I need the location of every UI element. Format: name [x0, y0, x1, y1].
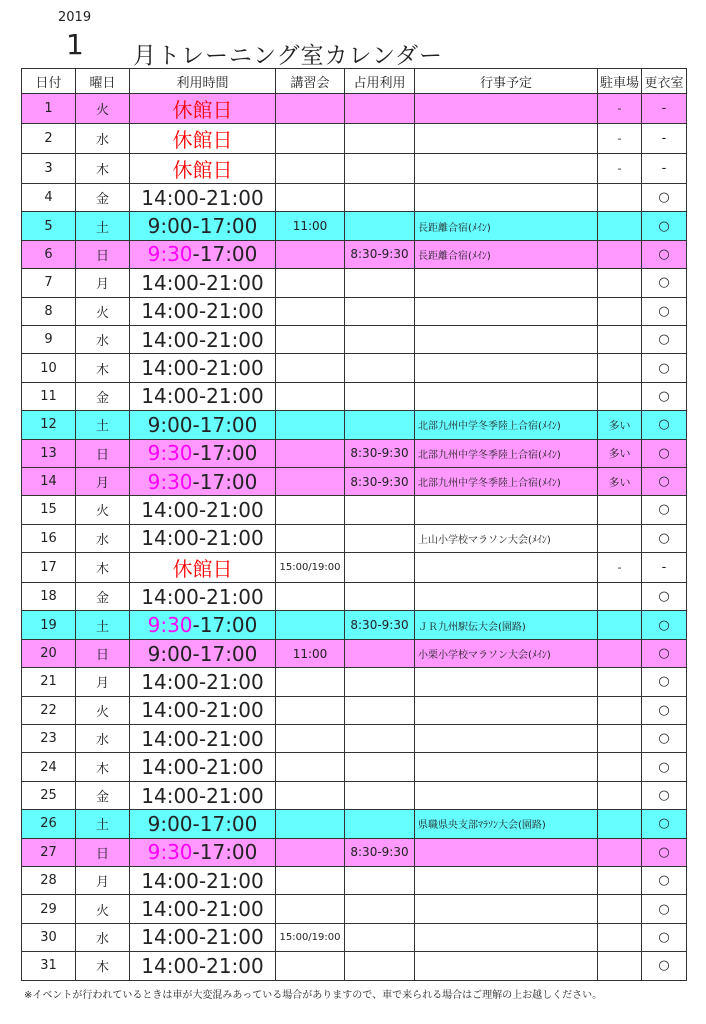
exclusive-use-cell [345, 184, 415, 212]
exclusive-use-cell: 8:30-9:30 [345, 439, 415, 467]
calendar-row [22, 154, 687, 184]
event-cell: 県職県央支部ﾏﾗｿﾝ大会(園路) [415, 810, 598, 838]
parking-cell [598, 212, 642, 240]
day-cell: 26 [22, 810, 76, 838]
event-cell: 長距離合宿(ﾒｲﾝ) [415, 212, 598, 240]
calendar-row [22, 325, 687, 353]
weekday-cell: 木 [76, 154, 130, 184]
locker-room-cell: ○ [642, 810, 687, 838]
locker-room-cell: ○ [642, 838, 687, 866]
locker-room-cell: ○ [642, 781, 687, 809]
calendar-row [22, 212, 687, 240]
day-cell: 10 [22, 354, 76, 382]
day-cell: 17 [22, 553, 76, 583]
hours-cell: 9:00-17:00 [130, 639, 276, 667]
locker-room-cell: - [642, 553, 687, 583]
weekday-cell: 火 [76, 297, 130, 325]
locker-room-cell: ○ [642, 240, 687, 268]
calendar-row [22, 895, 687, 923]
parking-cell [598, 583, 642, 611]
calendar-row [22, 611, 687, 639]
locker-room-cell: ○ [642, 583, 687, 611]
header-weekday: 曜日 [76, 69, 130, 94]
exclusive-use-cell [345, 382, 415, 410]
exclusive-use-cell [345, 269, 415, 297]
parking-cell [598, 184, 642, 212]
event-cell [415, 154, 598, 184]
seminar-cell [276, 297, 345, 325]
seminar-cell [276, 124, 345, 154]
parking-cell [598, 240, 642, 268]
event-cell [415, 297, 598, 325]
locker-room-cell: ○ [642, 639, 687, 667]
calendar-body [22, 94, 687, 981]
exclusive-use-cell [345, 866, 415, 894]
day-cell: 1 [22, 94, 76, 124]
hours-cell: 14:00-21:00 [130, 325, 276, 353]
calendar-row [22, 240, 687, 268]
event-cell [415, 382, 598, 410]
exclusive-use-cell [345, 753, 415, 781]
parking-cell [598, 781, 642, 809]
day-cell: 31 [22, 952, 76, 980]
event-cell: 北部九州中学冬季陸上合宿(ﾒｲﾝ) [415, 439, 598, 467]
seminar-cell [276, 524, 345, 552]
seminar-cell [276, 411, 345, 439]
weekday-cell: 金 [76, 382, 130, 410]
locker-room-cell: ○ [642, 467, 687, 495]
weekday-cell: 土 [76, 611, 130, 639]
hours-cell: 9:30-17:00 [130, 467, 276, 495]
exclusive-use-cell [345, 725, 415, 753]
day-cell: 6 [22, 240, 76, 268]
exclusive-use-cell [345, 583, 415, 611]
header-hours: 利用時間 [130, 69, 276, 94]
event-cell [415, 354, 598, 382]
seminar-cell [276, 496, 345, 524]
calendar-row [22, 781, 687, 809]
event-cell [415, 725, 598, 753]
weekday-cell: 水 [76, 124, 130, 154]
parking-cell [598, 668, 642, 696]
hours-cell: 休館日 [130, 154, 276, 184]
event-cell [415, 952, 598, 980]
calendar-row [22, 496, 687, 524]
seminar-cell [276, 184, 345, 212]
weekday-cell: 月 [76, 269, 130, 297]
calendar-row [22, 553, 687, 583]
day-cell: 19 [22, 611, 76, 639]
parking-cell [598, 810, 642, 838]
hours-cell: 14:00-21:00 [130, 297, 276, 325]
hours-cell: 14:00-21:00 [130, 895, 276, 923]
parking-cell: 多い [598, 439, 642, 467]
calendar-row [22, 524, 687, 552]
weekday-cell: 水 [76, 725, 130, 753]
seminar-cell [276, 269, 345, 297]
event-cell: 上山小学校マラソン大会(ﾒｲﾝ) [415, 524, 598, 552]
hours-cell: 9:30-17:00 [130, 838, 276, 866]
hours-cell: 14:00-21:00 [130, 866, 276, 894]
header-day: 日付 [22, 69, 76, 94]
locker-room-cell: ○ [642, 184, 687, 212]
day-cell: 3 [22, 154, 76, 184]
hours-cell: 9:30-17:00 [130, 611, 276, 639]
event-cell [415, 866, 598, 894]
calendar-month: 1 [66, 28, 84, 61]
exclusive-use-cell [345, 354, 415, 382]
day-cell: 24 [22, 753, 76, 781]
seminar-cell [276, 895, 345, 923]
weekday-cell: 金 [76, 583, 130, 611]
hours-cell: 休館日 [130, 94, 276, 124]
hours-cell: 休館日 [130, 124, 276, 154]
parking-cell: - [598, 124, 642, 154]
calendar-row [22, 124, 687, 154]
event-cell [415, 184, 598, 212]
hours-cell: 14:00-21:00 [130, 354, 276, 382]
seminar-cell [276, 382, 345, 410]
exclusive-use-cell: 8:30-9:30 [345, 611, 415, 639]
weekday-cell: 日 [76, 639, 130, 667]
exclusive-use-cell [345, 496, 415, 524]
calendar-row [22, 297, 687, 325]
weekday-cell: 火 [76, 496, 130, 524]
exclusive-use-cell [345, 639, 415, 667]
weekday-cell: 水 [76, 325, 130, 353]
locker-room-cell: ○ [642, 411, 687, 439]
event-cell [415, 923, 598, 951]
weekday-cell: 火 [76, 895, 130, 923]
hours-cell: 14:00-21:00 [130, 269, 276, 297]
hours-cell: 14:00-21:00 [130, 923, 276, 951]
calendar-row [22, 467, 687, 495]
calendar-table [21, 68, 687, 981]
locker-room-cell: ○ [642, 668, 687, 696]
calendar-row [22, 838, 687, 866]
seminar-cell [276, 725, 345, 753]
calendar-row [22, 439, 687, 467]
exclusive-use-cell: 8:30-9:30 [345, 838, 415, 866]
weekday-cell: 土 [76, 212, 130, 240]
day-cell: 30 [22, 923, 76, 951]
day-cell: 16 [22, 524, 76, 552]
seminar-cell [276, 866, 345, 894]
hours-cell: 14:00-21:00 [130, 725, 276, 753]
calendar-row [22, 810, 687, 838]
event-cell [415, 696, 598, 724]
day-cell: 29 [22, 895, 76, 923]
hours-cell: 休館日 [130, 553, 276, 583]
weekday-cell: 月 [76, 467, 130, 495]
event-cell [415, 895, 598, 923]
event-cell [415, 838, 598, 866]
locker-room-cell: - [642, 124, 687, 154]
weekday-cell: 月 [76, 668, 130, 696]
day-cell: 5 [22, 212, 76, 240]
exclusive-use-cell [345, 411, 415, 439]
day-cell: 8 [22, 297, 76, 325]
day-cell: 21 [22, 668, 76, 696]
parking-cell [598, 325, 642, 353]
day-cell: 2 [22, 124, 76, 154]
exclusive-use-cell [345, 94, 415, 124]
locker-room-cell: ○ [642, 496, 687, 524]
parking-cell [598, 269, 642, 297]
exclusive-use-cell [345, 524, 415, 552]
parking-cell [598, 354, 642, 382]
seminar-cell [276, 439, 345, 467]
locker-room-cell: ○ [642, 212, 687, 240]
calendar-row [22, 583, 687, 611]
seminar-cell [276, 952, 345, 980]
calendar-row [22, 94, 687, 124]
seminar-cell [276, 154, 345, 184]
parking-cell [598, 725, 642, 753]
exclusive-use-cell [345, 325, 415, 353]
calendar-row [22, 668, 687, 696]
parking-cell: 多い [598, 411, 642, 439]
weekday-cell: 月 [76, 866, 130, 894]
event-cell [415, 269, 598, 297]
weekday-cell: 水 [76, 524, 130, 552]
calendar-row [22, 269, 687, 297]
calendar-row [22, 725, 687, 753]
hours-cell: 9:00-17:00 [130, 212, 276, 240]
seminar-cell [276, 325, 345, 353]
hours-cell: 14:00-21:00 [130, 382, 276, 410]
seminar-cell: 11:00 [276, 639, 345, 667]
exclusive-use-cell [345, 212, 415, 240]
locker-room-cell: ○ [642, 297, 687, 325]
hours-cell: 9:00-17:00 [130, 810, 276, 838]
calendar-row [22, 753, 687, 781]
day-cell: 4 [22, 184, 76, 212]
exclusive-use-cell [345, 810, 415, 838]
seminar-cell [276, 753, 345, 781]
day-cell: 22 [22, 696, 76, 724]
exclusive-use-cell [345, 553, 415, 583]
seminar-cell [276, 838, 345, 866]
seminar-cell [276, 583, 345, 611]
weekday-cell: 木 [76, 753, 130, 781]
locker-room-cell: ○ [642, 354, 687, 382]
weekday-cell: 木 [76, 553, 130, 583]
parking-cell [598, 696, 642, 724]
parking-cell [598, 382, 642, 410]
hours-cell: 14:00-21:00 [130, 583, 276, 611]
parking-cell: - [598, 553, 642, 583]
seminar-cell [276, 467, 345, 495]
weekday-cell: 金 [76, 781, 130, 809]
locker-room-cell: ○ [642, 611, 687, 639]
parking-cell: - [598, 154, 642, 184]
weekday-cell: 日 [76, 838, 130, 866]
header-events: 行事予定 [415, 69, 598, 94]
exclusive-use-cell: 8:30-9:30 [345, 467, 415, 495]
hours-cell: 14:00-21:00 [130, 753, 276, 781]
event-cell [415, 668, 598, 696]
seminar-cell [276, 240, 345, 268]
day-cell: 15 [22, 496, 76, 524]
calendar-row [22, 382, 687, 410]
calendar-row [22, 354, 687, 382]
seminar-cell [276, 696, 345, 724]
calendar-row [22, 952, 687, 980]
hours-cell: 14:00-21:00 [130, 184, 276, 212]
weekday-cell: 金 [76, 184, 130, 212]
locker-room-cell: ○ [642, 382, 687, 410]
locker-room-cell: ○ [642, 696, 687, 724]
locker-room-cell: ○ [642, 325, 687, 353]
locker-room-cell: ○ [642, 895, 687, 923]
hours-cell: 14:00-21:00 [130, 696, 276, 724]
exclusive-use-cell [345, 781, 415, 809]
locker-room-cell: - [642, 94, 687, 124]
day-cell: 25 [22, 781, 76, 809]
exclusive-use-cell: 8:30-9:30 [345, 240, 415, 268]
day-cell: 11 [22, 382, 76, 410]
exclusive-use-cell [345, 696, 415, 724]
weekday-cell: 日 [76, 439, 130, 467]
locker-room-cell: ○ [642, 439, 687, 467]
calendar-row [22, 639, 687, 667]
parking-cell: 多い [598, 467, 642, 495]
event-cell [415, 94, 598, 124]
parking-cell [598, 611, 642, 639]
calendar-row [22, 696, 687, 724]
seminar-cell [276, 611, 345, 639]
hours-cell: 14:00-21:00 [130, 496, 276, 524]
locker-room-cell: - [642, 154, 687, 184]
parking-cell [598, 753, 642, 781]
locker-room-cell: ○ [642, 923, 687, 951]
parking-cell [598, 923, 642, 951]
day-cell: 12 [22, 411, 76, 439]
parking-cell [598, 866, 642, 894]
day-cell: 18 [22, 583, 76, 611]
calendar-row [22, 866, 687, 894]
locker-room-cell: ○ [642, 725, 687, 753]
day-cell: 9 [22, 325, 76, 353]
exclusive-use-cell [345, 952, 415, 980]
seminar-cell [276, 354, 345, 382]
locker-room-cell: ○ [642, 866, 687, 894]
day-cell: 27 [22, 838, 76, 866]
day-cell: 28 [22, 866, 76, 894]
exclusive-use-cell [345, 923, 415, 951]
locker-room-cell: ○ [642, 524, 687, 552]
calendar-year: 2019 [58, 10, 92, 25]
parking-cell [598, 297, 642, 325]
locker-room-cell: ○ [642, 753, 687, 781]
parking-cell [598, 639, 642, 667]
hours-cell: 9:30-17:00 [130, 240, 276, 268]
event-cell [415, 583, 598, 611]
day-cell: 20 [22, 639, 76, 667]
header-row [22, 69, 687, 94]
parking-cell [598, 952, 642, 980]
weekday-cell: 水 [76, 923, 130, 951]
exclusive-use-cell [345, 154, 415, 184]
event-cell [415, 781, 598, 809]
weekday-cell: 火 [76, 696, 130, 724]
weekday-cell: 木 [76, 952, 130, 980]
weekday-cell: 土 [76, 411, 130, 439]
day-cell: 14 [22, 467, 76, 495]
seminar-cell [276, 810, 345, 838]
event-cell [415, 553, 598, 583]
day-cell: 23 [22, 725, 76, 753]
calendar-title: 月トレーニング室カレンダー [133, 43, 444, 69]
event-cell: 長距離合宿(ﾒｲﾝ) [415, 240, 598, 268]
calendar-row [22, 184, 687, 212]
hours-cell: 14:00-21:00 [130, 781, 276, 809]
exclusive-use-cell [345, 895, 415, 923]
seminar-cell: 11:00 [276, 212, 345, 240]
hours-cell: 9:00-17:00 [130, 411, 276, 439]
header-exclusive-use: 占用利用 [345, 69, 415, 94]
exclusive-use-cell [345, 124, 415, 154]
weekday-cell: 木 [76, 354, 130, 382]
header-parking: 駐車場 [598, 69, 642, 94]
header-locker-room: 更衣室 [642, 69, 687, 94]
seminar-cell [276, 94, 345, 124]
exclusive-use-cell [345, 668, 415, 696]
hours-cell: 9:30-17:00 [130, 439, 276, 467]
event-cell: ＪＲ九州駅伝大会(園路) [415, 611, 598, 639]
parking-cell [598, 895, 642, 923]
event-cell: 北部九州中学冬季陸上合宿(ﾒｲﾝ) [415, 467, 598, 495]
locker-room-cell: ○ [642, 269, 687, 297]
event-cell: 北部九州中学冬季陸上合宿(ﾒｲﾝ) [415, 411, 598, 439]
calendar-row [22, 411, 687, 439]
locker-room-cell: ○ [642, 952, 687, 980]
seminar-cell [276, 668, 345, 696]
weekday-cell: 火 [76, 94, 130, 124]
event-cell [415, 325, 598, 353]
weekday-cell: 土 [76, 810, 130, 838]
day-cell: 7 [22, 269, 76, 297]
hours-cell: 14:00-21:00 [130, 524, 276, 552]
event-cell: 小栗小学校マラソン大会(ﾒｲﾝ) [415, 639, 598, 667]
parking-cell [598, 496, 642, 524]
hours-cell: 14:00-21:00 [130, 952, 276, 980]
header-seminar: 講習会 [276, 69, 345, 94]
footnote: ※イベントが行われているときは車が大変混みあっている場合がありますので、車で来られる場合はご理解の上お越しください。 [24, 990, 603, 1001]
parking-cell: - [598, 94, 642, 124]
event-cell [415, 496, 598, 524]
seminar-cell: 15:00/19:00 [276, 553, 345, 583]
event-cell [415, 124, 598, 154]
parking-cell [598, 524, 642, 552]
event-cell [415, 753, 598, 781]
seminar-cell [276, 781, 345, 809]
parking-cell [598, 838, 642, 866]
weekday-cell: 日 [76, 240, 130, 268]
day-cell: 13 [22, 439, 76, 467]
hours-cell: 14:00-21:00 [130, 668, 276, 696]
seminar-cell: 15:00/19:00 [276, 923, 345, 951]
calendar-row [22, 923, 687, 951]
exclusive-use-cell [345, 297, 415, 325]
